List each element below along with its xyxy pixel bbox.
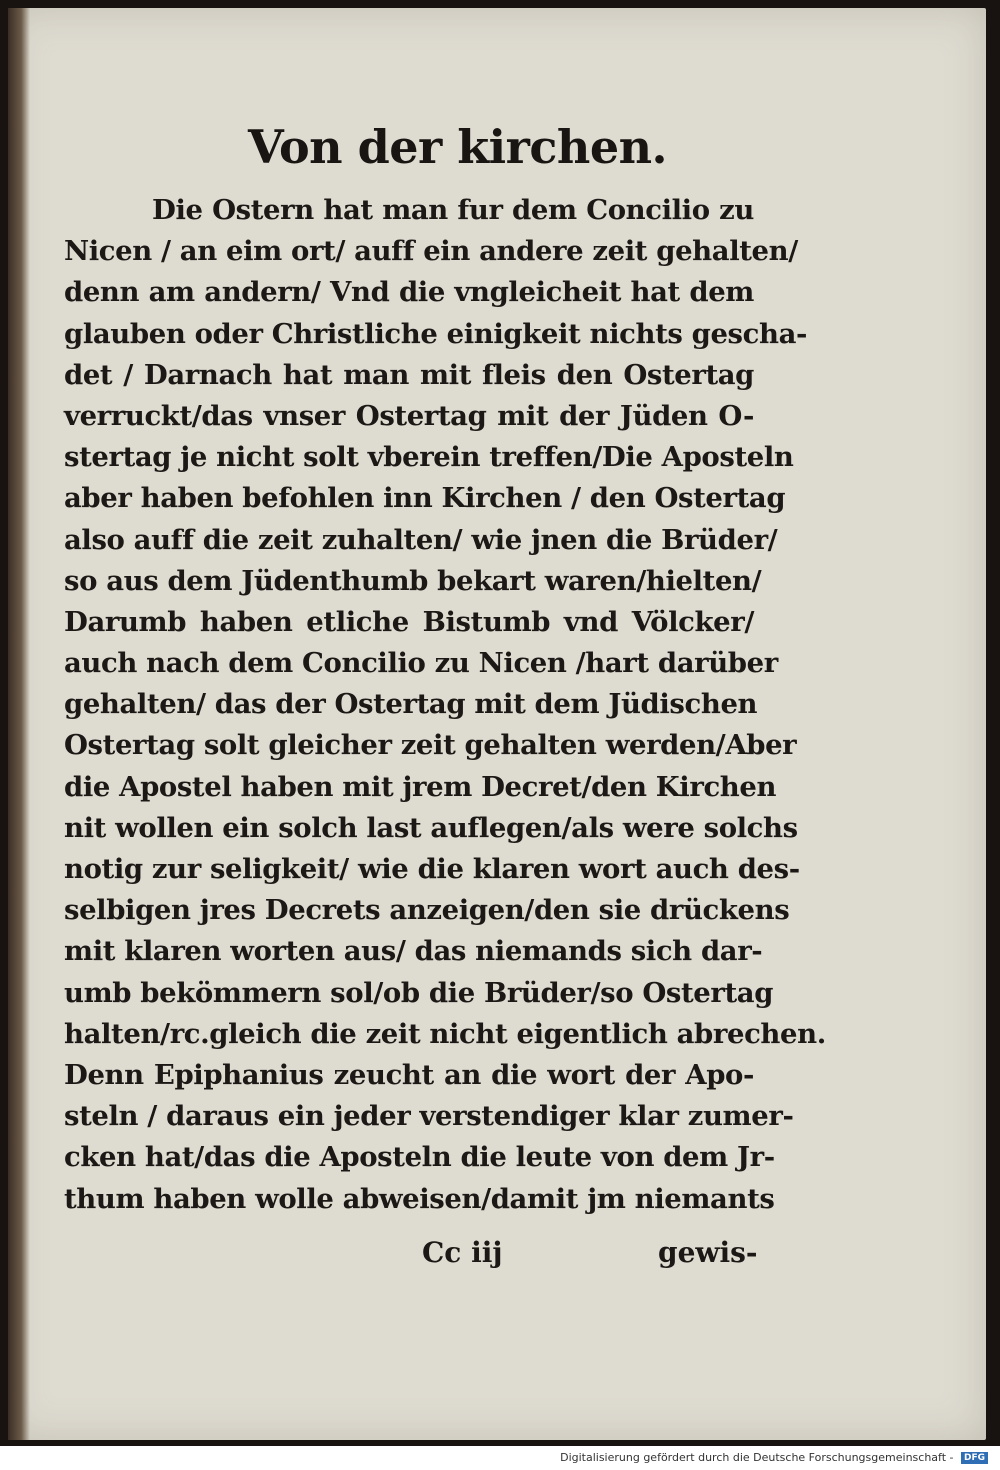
catchword: gewis- <box>658 1236 758 1269</box>
text-line: thum haben wolle abweisen/damit jm niemants <box>64 1182 775 1215</box>
signature-mark: Cc iij <box>422 1236 503 1269</box>
text-line: so aus dem Jüdenthumb bekart waren/hielten/ <box>64 564 762 597</box>
book-page <box>8 8 986 1440</box>
text-line: stertag je nicht solt vberein treffen/Die Aposteln <box>64 441 794 474</box>
text-line: Darumb haben etliche Bistumb vnd Völcker/ <box>64 605 754 638</box>
text-line: die Apostel haben mit jrem Decret/den Kirchen <box>64 770 777 803</box>
dfg-logo-icon: DFG <box>961 1452 988 1464</box>
text-line: Die Ostern hat man fur dem Concilio zu <box>152 194 754 226</box>
text-line: umb bekömmern sol/ob die Brüder/so Ostertag <box>64 976 774 1009</box>
text-line: verruckt/das vnser Ostertag mit der Jüden O- <box>64 399 754 432</box>
text-line: also auff die zeit zuhalten/ wie jnen die Brüder/ <box>64 523 778 556</box>
text-line: selbigen jres Decrets anzeigen/den sie drückens <box>64 894 790 927</box>
text-line: Denn Epiphanius zeucht an die wort der Apo- <box>64 1058 754 1091</box>
text-line: gehalten/ das der Ostertag mit dem Jüdischen <box>64 688 758 721</box>
text-line: det / Darnach hat man mit fleis den Ostertag <box>64 358 754 391</box>
text-line: mit klaren worten aus/ das niemands sich dar- <box>64 935 763 968</box>
text-line: auch nach dem Concilio zu Nicen /hart darüber <box>64 647 778 680</box>
text-line: steln / daraus ein jeder verstendiger klar zumer- <box>64 1100 794 1133</box>
credit-text: Digitalisierung gefördert durch die Deutsche Forschungsgemeinschaft - <box>560 1451 954 1464</box>
page-heading: Von der kirchen. <box>248 120 668 174</box>
digitization-credit <box>560 1451 988 1464</box>
page-binding-edge <box>8 8 30 1440</box>
text-line: Ostertag solt gleicher zeit gehalten werden/Aber <box>64 729 797 762</box>
text-line: halten/rc.gleich die zeit nicht eigentlich abrechen. <box>64 1017 826 1050</box>
text-line: notig zur seligkeit/ wie die klaren wort auch des- <box>64 853 800 885</box>
text-line: Nicen / an eim ort/ auff ein andere zeit gehalten/ <box>64 235 798 268</box>
body-text <box>64 190 826 1220</box>
text-line: aber haben befohlen inn Kirchen / den Ostertag <box>64 482 786 515</box>
text-line: glauben oder Christliche einigkeit nichts gescha- <box>64 317 808 350</box>
text-line: denn am andern/ Vnd die vngleicheit hat dem <box>64 276 754 309</box>
text-line: nit wollen ein solch last auflegen/als were solchs <box>64 811 798 844</box>
text-line: cken hat/das die Aposteln die leute von dem Jr- <box>64 1141 775 1174</box>
